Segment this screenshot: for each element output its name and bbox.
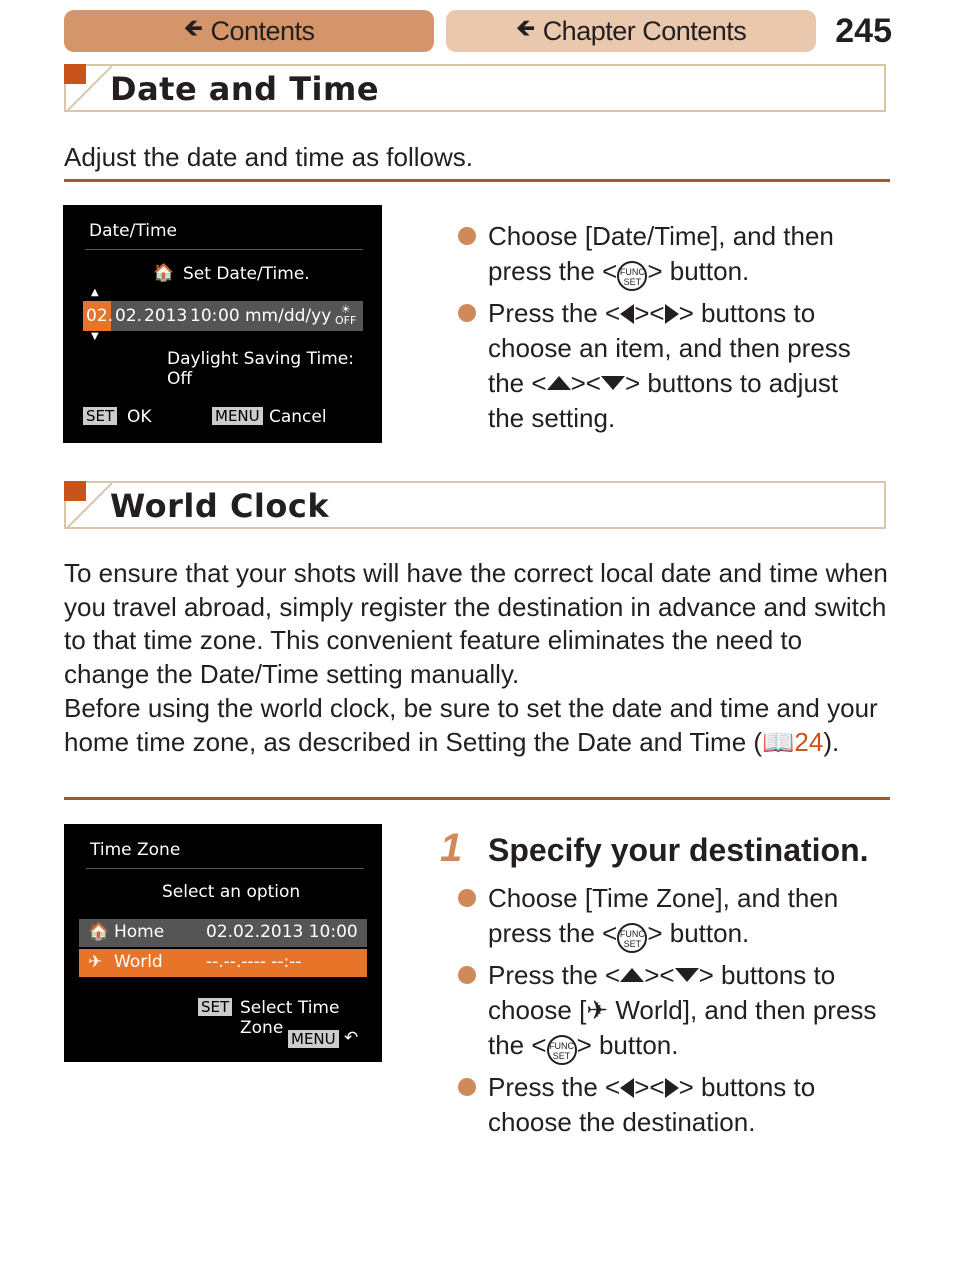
date-time-intro: Adjust the date and time as follows. bbox=[64, 142, 474, 172]
field-minute[interactable]: 00 bbox=[218, 306, 240, 326]
arrow-left-icon: 🡸 bbox=[515, 14, 535, 42]
screen-subtitle: Set Date/Time. bbox=[183, 264, 310, 284]
world-clock-steps bbox=[456, 881, 886, 1145]
cancel-label: Cancel bbox=[269, 407, 327, 427]
list-item: Choose [Time Zone], and then press the < FUNC SET > button. bbox=[456, 881, 886, 953]
camera-screen-date-time bbox=[63, 205, 382, 443]
screen-header: Time Zone bbox=[90, 840, 181, 860]
field-hour[interactable]: 10: bbox=[190, 306, 218, 326]
arrow-down-icon: ▼ bbox=[91, 331, 99, 342]
home-label: Home bbox=[114, 922, 165, 942]
contents-label: Contents bbox=[210, 15, 315, 46]
left-button-icon bbox=[620, 304, 634, 324]
bullet-icon bbox=[458, 304, 476, 322]
set-key-icon: SET bbox=[83, 407, 117, 425]
list-item: Choose [Date/Time], and then press the < FUNC SET > button. bbox=[456, 219, 876, 291]
left-button-icon bbox=[620, 1078, 634, 1098]
section-corner-line bbox=[66, 483, 112, 529]
airplane-icon: ✈ bbox=[88, 952, 103, 972]
bullet-icon bbox=[458, 889, 476, 907]
chapter-contents-link[interactable] bbox=[446, 10, 816, 52]
chapter-contents-label: Chapter Contents bbox=[542, 15, 747, 46]
set-key-icon: SET bbox=[198, 998, 232, 1016]
book-icon: 📖 bbox=[762, 726, 795, 757]
section-header-date-time bbox=[64, 64, 886, 112]
func-set-icon: FUNC SET bbox=[547, 1035, 577, 1065]
arrow-left-icon: 🡸 bbox=[183, 14, 203, 42]
world-clock-intro bbox=[64, 557, 894, 759]
ok-label: OK bbox=[127, 407, 152, 427]
world-value: --.--.---- --:-- bbox=[206, 952, 302, 972]
return-icon: ↶ bbox=[344, 1028, 359, 1048]
menu-key-icon: MENU bbox=[288, 1030, 339, 1048]
bullet-icon bbox=[458, 1078, 476, 1096]
world-clock-para-1: To ensure that your shots will have the correct local date and time when you travel abroad, simply register the destination in advance and switch to that time zone. This convenient feature eliminates the need to change the Date/Time setting manually. bbox=[64, 558, 888, 690]
world-label: World bbox=[114, 952, 163, 972]
down-button-icon bbox=[675, 968, 699, 982]
date-time-steps bbox=[456, 219, 876, 441]
contents-link[interactable] bbox=[64, 10, 434, 52]
field-day[interactable]: 02. bbox=[115, 306, 143, 326]
select-time-zone-label: Select Time Zone bbox=[240, 998, 340, 1038]
right-button-icon bbox=[665, 1078, 679, 1098]
home-icon: 🏠 bbox=[153, 263, 175, 283]
divider bbox=[64, 179, 890, 182]
section-title: World Clock bbox=[110, 487, 330, 525]
dst-setting: Daylight Saving Time: Off bbox=[167, 349, 354, 389]
right-button-icon bbox=[665, 304, 679, 324]
screen-divider bbox=[86, 868, 364, 869]
menu-key-icon: MENU bbox=[212, 407, 263, 425]
screen-subtitle: Select an option bbox=[162, 882, 301, 902]
list-item: Press the < >< > buttons to choose an item, and then press the < >< > buttons to adjust the setting. bbox=[456, 296, 876, 436]
home-icon: 🏠 bbox=[88, 922, 110, 942]
home-value: 02.02.2013 10:00 bbox=[206, 922, 358, 942]
screen-divider bbox=[85, 249, 363, 250]
up-button-icon bbox=[547, 376, 571, 390]
section-corner-line bbox=[66, 66, 112, 112]
section-title: Date and Time bbox=[110, 70, 380, 108]
list-item: Press the < >< > buttons to choose the destination. bbox=[456, 1070, 886, 1140]
airplane-icon: ✈ bbox=[586, 995, 609, 1025]
page-number: 245 bbox=[835, 12, 892, 50]
world-clock-para-2: Before using the world clock, be sure to set the date and time and your home time zone, as described in Setting the Date and Time (📖24). bbox=[64, 692, 878, 757]
section-header-world-clock bbox=[64, 481, 886, 529]
up-button-icon bbox=[620, 968, 644, 982]
step-title: Specify your destination. bbox=[488, 832, 869, 868]
camera-screen-time-zone bbox=[64, 824, 382, 1062]
func-set-icon: FUNC SET bbox=[617, 923, 647, 953]
screen-header: Date/Time bbox=[89, 221, 177, 241]
arrow-up-icon: ▲ bbox=[91, 287, 99, 298]
field-format[interactable]: mm/dd/yy bbox=[245, 306, 332, 326]
dst-icon[interactable]: ☀ OFF bbox=[335, 303, 357, 327]
down-button-icon bbox=[601, 376, 625, 390]
bullet-icon bbox=[458, 966, 476, 984]
step-number: 1 bbox=[440, 826, 463, 870]
divider bbox=[64, 797, 890, 800]
field-year[interactable]: 2013 bbox=[144, 306, 188, 326]
bullet-icon bbox=[458, 227, 476, 245]
page-link[interactable]: 24 bbox=[794, 726, 824, 757]
field-month[interactable]: 02. bbox=[86, 306, 114, 326]
list-item: Press the < >< > buttons to choose [✈ World], and then press the < FUNC SET > button. bbox=[456, 958, 886, 1065]
func-set-icon: FUNC SET bbox=[617, 261, 647, 291]
